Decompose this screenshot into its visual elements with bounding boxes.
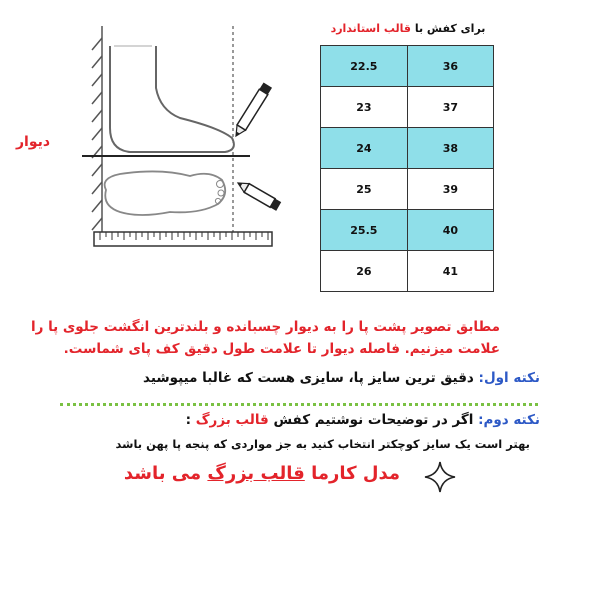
shoe-size-cell: 40 [407,210,493,251]
note-2-detail: بهتر است یک سایز کوچکتر انتخاب کنید به جز مواردی که پنجه پا پهن باشد [115,437,530,451]
dotted-divider [60,403,538,406]
ruler-icon [94,232,272,246]
instructions-line-2: علامت میزنیم. فاصله دیوار تا علامت طول دقیق کف پای شماست. [63,341,500,357]
foot-top-icon [105,171,226,215]
table-title-prefix: برای کفش با [414,22,486,35]
table-row [321,169,494,210]
note-1-label: نکته اول: [478,370,540,386]
footer-text-b: می باشد [123,463,202,484]
foot-length-cell: 25 [321,169,408,210]
footer-highlight: قالب بزرگ [207,463,305,484]
foot-measurement-illustration [60,18,285,253]
foot-length-cell: 23 [321,87,408,128]
table-title-highlight: قالب استاندارد [330,22,411,35]
wall-hatching [92,26,102,238]
footer-line [100,463,400,484]
table-row [321,251,494,292]
note-2-text: اگر در توضیحات نوشتیم کفش [273,412,474,428]
foot-length-cell: 24 [321,128,408,169]
note-1-text: دقیق ترین سایز پا، سایزی هست که غالبا میپوشید [143,370,474,386]
shoe-size-cell: 39 [407,169,493,210]
size-table [320,45,494,292]
table-row [321,128,494,169]
wall-label: دیوار [16,134,51,150]
foot-side-icon [110,46,234,152]
pencil-icon [232,82,272,138]
table-title [320,22,496,35]
foot-length-cell: 26 [321,251,408,292]
shoe-size-cell: 41 [407,251,493,292]
table-row [321,87,494,128]
table-row [321,46,494,87]
instructions [30,316,500,360]
shoe-size-cell: 38 [407,128,493,169]
note-2 [60,412,540,428]
foot-length-cell: 25.5 [321,210,408,251]
pencil-icon [236,179,282,211]
foot-length-cell: 22.5 [321,46,408,87]
note-1 [60,370,540,386]
sparkle-icon [423,460,457,494]
instructions-line-1: مطابق تصویر پشت پا را به دیوار چسبانده و بلندترین انگشت جلوی پا را [30,319,500,335]
footer-text-a: مدل کارما [311,463,400,484]
table-row [321,210,494,251]
note-2-label: نکته دوم: [478,412,540,428]
shoe-size-cell: 36 [407,46,493,87]
shoe-size-cell: 37 [407,87,493,128]
note-2-highlight: قالب بزرگ [195,412,269,428]
note-2-colon: : [185,412,192,428]
